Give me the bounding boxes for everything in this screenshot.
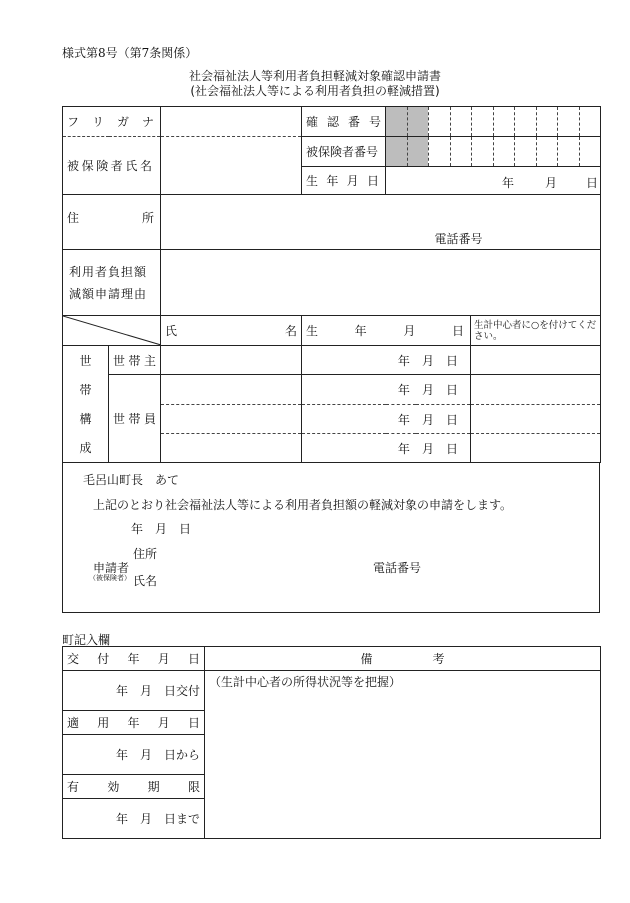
member2-birth-field[interactable]: 年 月 日 bbox=[302, 405, 471, 434]
reduction-reason-label: 利用者負担額 減額申請理由 bbox=[63, 250, 161, 316]
confirmation-number-field[interactable] bbox=[386, 107, 601, 137]
birth-date-field[interactable]: 年 月 日 bbox=[386, 167, 601, 195]
head-name-field[interactable] bbox=[161, 346, 302, 375]
insured-small-label: （被保険者） bbox=[89, 574, 131, 582]
insured-number-label: 被保険者番号 bbox=[302, 137, 386, 167]
member2-mark-field[interactable] bbox=[471, 405, 601, 434]
application-statement-box bbox=[62, 462, 600, 613]
household-header-corner bbox=[63, 316, 161, 346]
head-mark-field[interactable] bbox=[471, 346, 601, 375]
applicant-label: 申請者 bbox=[93, 561, 130, 575]
insured-number-field[interactable] bbox=[386, 137, 601, 167]
application-date[interactable]: 年 月 日 bbox=[131, 522, 192, 536]
form-id: 様式第8号（第7条関係） bbox=[62, 46, 198, 60]
office-use-table bbox=[62, 646, 601, 839]
member3-mark-field[interactable] bbox=[471, 434, 601, 463]
household-head-label: 世 帯 主 bbox=[109, 346, 161, 375]
insured-name-label: 被 保 険 者 氏 名 bbox=[63, 137, 161, 195]
form-subtitle: (社会福祉法人等による利用者負担の軽減措置) bbox=[190, 84, 440, 98]
household-name-header: 氏 名 bbox=[161, 316, 302, 346]
member1-name-field[interactable] bbox=[161, 375, 302, 405]
reduction-reason-field[interactable] bbox=[161, 250, 601, 316]
address-phone-label: 電話番号 bbox=[434, 232, 483, 246]
member3-name-field[interactable] bbox=[161, 434, 302, 463]
expiry-label: 有 効 期 限 bbox=[63, 775, 205, 799]
furigana-label: フ リ ガ ナ bbox=[63, 107, 161, 137]
remarks-field[interactable] bbox=[205, 671, 601, 839]
member1-birth-field[interactable]: 年 月 日 bbox=[302, 375, 471, 405]
member1-mark-field[interactable] bbox=[471, 375, 601, 405]
addressee: 毛呂山町長 あて bbox=[83, 473, 180, 487]
household-note-header: 生計中心者に○を付けてください。 bbox=[471, 316, 601, 346]
insured-name-field[interactable] bbox=[161, 137, 302, 195]
insured-number-boxes bbox=[386, 137, 600, 166]
household-member-label: 世 帯 員 bbox=[109, 375, 161, 463]
remarks-note: （生計中心者の所得状況等を把握） bbox=[209, 675, 402, 689]
household-vertical-label: 世 帯 構 成 bbox=[63, 346, 109, 463]
applicant-address-label: 住所 bbox=[133, 547, 158, 561]
statement: 上記のとおり社会福祉法人等による利用者負担額の軽減対象の申請をします。 bbox=[93, 498, 513, 512]
birth-date-label: 生 年 月 日 bbox=[302, 167, 386, 195]
head-birth-field[interactable]: 年 月 日 bbox=[302, 346, 471, 375]
issue-date-label: 交 付 年 月 日 bbox=[63, 647, 205, 671]
member2-name-field[interactable] bbox=[161, 405, 302, 434]
issue-date-field[interactable]: 年 月 日交付 bbox=[63, 671, 205, 711]
furigana-field[interactable] bbox=[161, 107, 302, 137]
address-label: 住 所 bbox=[63, 195, 161, 250]
household-birth-header: 生 年 月 日 bbox=[302, 316, 471, 346]
apply-date-field[interactable]: 年 月 日から bbox=[63, 735, 205, 775]
remarks-label: 備 考 bbox=[205, 647, 601, 671]
expiry-field[interactable]: 年 月 日まで bbox=[63, 799, 205, 839]
confirmation-number-label: 確 認 番 号 bbox=[302, 107, 386, 137]
office-section-title: 町記入欄 bbox=[62, 633, 111, 647]
applicant-name-label: 氏名 bbox=[133, 574, 158, 588]
confirmation-number-boxes bbox=[386, 107, 600, 136]
apply-date-label: 適 用 年 月 日 bbox=[63, 711, 205, 735]
form-title: 社会福祉法人等利用者負担軽減対象確認申請書 bbox=[188, 69, 441, 83]
main-form-table bbox=[62, 106, 601, 463]
member3-birth-field[interactable]: 年 月 日 bbox=[302, 434, 471, 463]
applicant-phone-label: 電話番号 bbox=[373, 561, 422, 575]
address-field[interactable] bbox=[161, 195, 601, 250]
diagonal-line bbox=[63, 316, 161, 345]
